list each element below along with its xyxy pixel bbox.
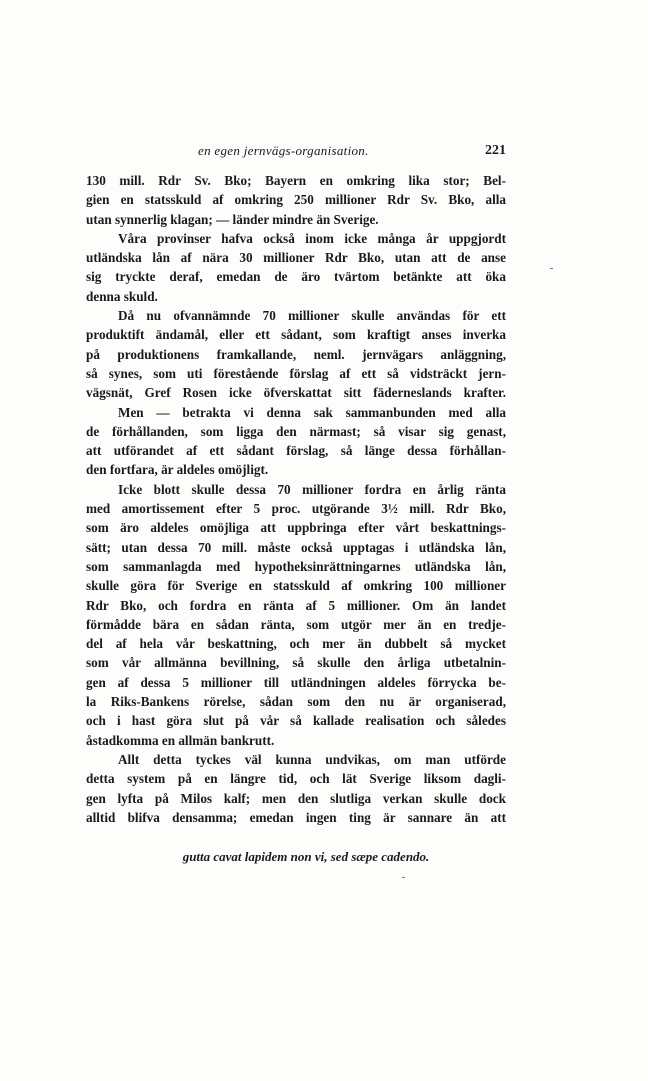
text-line: som sammanlagda med hypotheksinrättningarnes utländska lån, <box>86 558 506 574</box>
print-speck <box>402 877 405 878</box>
text-line: och i hast göra slut på vår så kallade realisation och således <box>86 713 506 729</box>
text-line: gien en statsskuld af omkring 250 millioner Rdr Sv. Bko, alla <box>86 192 506 208</box>
running-head <box>86 143 506 163</box>
text-line: sätt; utan dessa 70 mill. måste också upptagas i utländska lån, <box>86 539 506 555</box>
page-number: 221 <box>485 143 506 158</box>
text-line: Då nu ofvannämnde 70 millioner skulle användas för ett <box>118 308 506 324</box>
text-line: 130 mill. Rdr Sv. Bko; Bayern en omkring lika stor; Bel- <box>86 173 506 188</box>
text-line: Rdr Bko, och fordra en ränta af 5 millioner. Om än landet <box>86 597 506 613</box>
text-line: som vår allmänna bevillning, så skulle den årliga utbetalnin- <box>86 655 506 671</box>
text-line: så synes, som uti förestående förslag af ett så vidsträckt jern- <box>86 365 506 381</box>
text-line: förmådde bära en sådan ränta, som utgör mer än en tredje- <box>86 616 506 632</box>
text-line: utländska lån af nära 30 millioner Rdr Bko, utan att de anse <box>86 250 506 266</box>
text-line: den fortfara, är aldeles omöjligt. <box>86 462 269 478</box>
text-line: vägsnät, Gref Rosen icke öfverskattat sitt fäderneslands krafter. <box>86 385 506 401</box>
text-line: Icke blott skulle dessa 70 millioner fordra en årlig ränta <box>118 481 506 497</box>
text-line: del af hela vår beskattning, och mer än dubbelt så mycket <box>86 636 506 652</box>
text-line: gen lyfta på Milos kalf; men den slutliga verkan skulle dock <box>86 790 506 806</box>
text-line: Våra provinser hafva också inom icke många år uppgjordt <box>118 230 506 246</box>
text-line: Allt detta tyckes väl kunna undvikas, om man utförde <box>118 751 506 767</box>
print-speck <box>550 268 553 269</box>
text-line: detta system på en längre tid, och lät Sverige liksom dagli- <box>86 771 506 787</box>
text-line: som äro aldeles omöjliga att uppbringa efter vårt beskattnings- <box>86 520 506 536</box>
text-line: att utförandet af ett sådant förslag, så länge dessa förhållan- <box>86 443 506 459</box>
text-line: på produktionens framkallande, neml. jernvägars anläggning, <box>86 346 506 362</box>
text-line: alltid blifva densamma; emedan ingen ting är sannare än att <box>86 809 506 825</box>
running-title: en egen jernvägs-organisation. <box>198 143 369 158</box>
latin-quote: gutta cavat lapidem non vi, sed sæpe cadendo. <box>182 849 430 864</box>
text-line: denna skuld. <box>86 288 158 304</box>
text-line: Men — betrakta vi denna sak sammanbunden med alla <box>118 404 506 420</box>
text-line: produktift ändamål, eller ett sådant, som kraftigt anses inverka <box>86 327 506 343</box>
body-text <box>86 171 506 827</box>
text-line: åstadkomma en allmän bankrutt. <box>86 732 275 748</box>
text-line: sig tryckte deraf, emedan de äro tvärtom betänkte att öka <box>86 269 506 285</box>
text-line: de förhållanden, som ligga den närmast; så visar sig genast, <box>86 423 506 439</box>
text-line: la Riks-Bankens rörelse, sådan som den nu är organiserad, <box>86 694 506 710</box>
text-line: utan synnerlig klagan; — länder mindre än Sverige. <box>86 211 379 227</box>
text-line: med amortissement efter 5 proc. utgörande 3½ mill. Rdr Bko, <box>86 501 506 517</box>
text-line: gen af dessa 5 millioner till utländningen aldeles förrycka be- <box>86 674 506 690</box>
text-line: skulle göra för Sverige en statsskuld af omkring 100 millioner <box>86 578 506 594</box>
